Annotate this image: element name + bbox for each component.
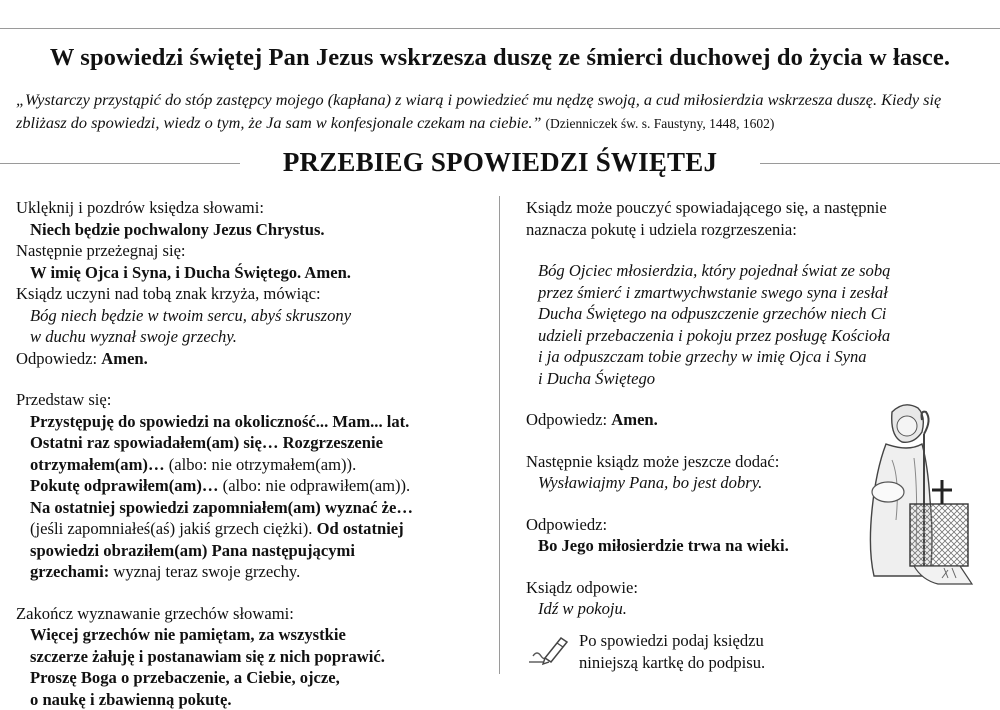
intro-line-8-bold: grzechami: xyxy=(30,562,109,581)
priest-words-line-2: w duchu wyznał swoje grzechy. xyxy=(16,326,494,348)
saint-illustration-icon xyxy=(852,400,980,590)
absolution-line-4: udzieli przebaczenia i pokoju przez posługę Kościoła xyxy=(526,325,986,347)
absolution-line-1: Bóg Ojciec młosierdzia, który pojednał świat ze sobą xyxy=(526,260,986,282)
answer-2: Bo Jego miłosierdzie trwa na wieki. xyxy=(526,535,986,557)
add-instruction: Następnie ksiądz może jeszcze dodać: xyxy=(526,451,986,473)
absolution-line-6: i Ducha Świętego xyxy=(526,368,986,390)
cross-words: W imię Ojca i Syna, i Ducha Świętego. Amen. xyxy=(16,262,494,284)
priest-words-line-1: Bóg niech będzie w twoim sercu, abyś skruszony xyxy=(16,305,494,327)
signature-note xyxy=(579,630,765,673)
quote-block xyxy=(16,88,991,135)
intro-line-8-normal: wyznaj teraz swoje grzechy. xyxy=(109,562,300,581)
intro-line-1: Przystępuję do spowiedzi na okoliczność... Mam... lat. xyxy=(16,411,494,433)
answer-label-2: Odpowiedz: xyxy=(526,514,986,536)
intro-line-3 xyxy=(16,454,494,476)
intro-line-3-bold: otrzymałem(am)… xyxy=(30,455,165,474)
intro-line-6 xyxy=(16,518,494,540)
intro-line-4-normal: (albo: nie odprawiłem(am)). xyxy=(219,476,411,495)
priest-sign-instruction: Ksiądz uczyni nad tobą znak krzyża, mówiąc: xyxy=(16,283,494,305)
introduce-instruction: Przedstaw się: xyxy=(16,389,494,411)
intro-line-3-normal: (albo: nie otrzymałem(am)). xyxy=(165,455,357,474)
answer-amen-right: Amen. xyxy=(611,410,658,429)
answer-line xyxy=(16,348,494,370)
intro-line-4-bold: Pokutę odprawiłem(am)… xyxy=(30,476,219,495)
absolution-line-3: Ducha Świętego na odpuszczenie grzechów niech Ci xyxy=(526,303,986,325)
finish-instruction: Zakończ wyznawanie grzechów słowami: xyxy=(16,603,494,625)
intro-line-2: Ostatni raz spowiadałem(am) się… Rozgrzeszenie xyxy=(16,432,494,454)
left-column xyxy=(16,197,494,710)
intro-line-5: Na ostatniej spowiedzi zapomniałem(am) wyznać że… xyxy=(16,497,494,519)
pen-writing-icon xyxy=(525,632,571,668)
answer-amen: Amen. xyxy=(101,349,148,368)
absolution-line-2: przez śmierć i zmartwychwstanie swego syna i zesłał xyxy=(526,282,986,304)
cross-instruction: Następnie przeżegnaj się: xyxy=(16,240,494,262)
priest-instruction-line-2: naznacza pokutę i udziela rozgrzeszenia: xyxy=(526,219,986,241)
greeting-words: Niech będzie pochwalony Jezus Chrystus. xyxy=(16,219,494,241)
absolution-line-5: i ja odpuszczam tobie grzechy w imię Ojca i Syna xyxy=(526,346,986,368)
title-rule-right xyxy=(760,163,1000,164)
top-rule xyxy=(0,28,1000,29)
priest-instruction-line-1: Ksiądz może pouczyć spowiadającego się, a następnie xyxy=(526,197,986,219)
finish-line-2: szczerze żałuję i postanawiam się z nich poprawić. xyxy=(16,646,494,668)
intro-line-6-bold: Od ostatniej xyxy=(317,519,404,538)
intro-line-7: spowiedzi obraziłem(am) Pana następującymi xyxy=(16,540,494,562)
quote-source: (Dzienniczek św. s. Faustyny, 1448, 1602) xyxy=(546,116,775,131)
column-divider xyxy=(499,196,500,674)
go-in-peace: Idź w pokoju. xyxy=(526,598,986,620)
priest-answers-instruction: Ksiądz odpowie: xyxy=(526,577,986,599)
intro-line-4 xyxy=(16,475,494,497)
quote-text: „Wystarczy przystąpić do stóp zastępcy mojego (kapłana) z wiarą i powiedzieć mu nędzę swoją, a cud miłosierdzia wskrzesza duszę. Kiedy się zbliżasz do spowiedzi, wiedz o tym, że Ja sam w konfesjonale czekam na ciebie.” xyxy=(16,90,941,132)
page-title: PRZEBIEG SPOWIEDZI ŚWIĘTEJ xyxy=(0,147,1000,178)
intro-line-8 xyxy=(16,561,494,583)
kneel-instruction: Uklęknij i pozdrów księdza słowami: xyxy=(16,197,494,219)
answer-label-right: Odpowiedz: xyxy=(526,410,607,429)
intro-line-6-normal: (jeśli zapomniałeś(aś) jakiś grzech ciężki). xyxy=(30,519,317,538)
note-line-1: Po spowiedzi podaj księdzu xyxy=(579,630,765,652)
finish-line-4: o naukę i zbawienną pokutę. xyxy=(16,689,494,710)
add-words: Wysławiajmy Pana, bo jest dobry. xyxy=(526,472,986,494)
finish-line-1: Więcej grzechów nie pamiętam, za wszystkie xyxy=(16,624,494,646)
note-line-2: niniejszą kartkę do podpisu. xyxy=(579,652,765,674)
answer-label: Odpowiedz: xyxy=(16,349,97,368)
finish-line-3: Proszę Boga o przebaczenie, a Ciebie, ojcze, xyxy=(16,667,494,689)
headline: W spowiedzi świętej Pan Jezus wskrzesza duszę ze śmierci duchowej do życia w łasce. xyxy=(0,44,1000,72)
